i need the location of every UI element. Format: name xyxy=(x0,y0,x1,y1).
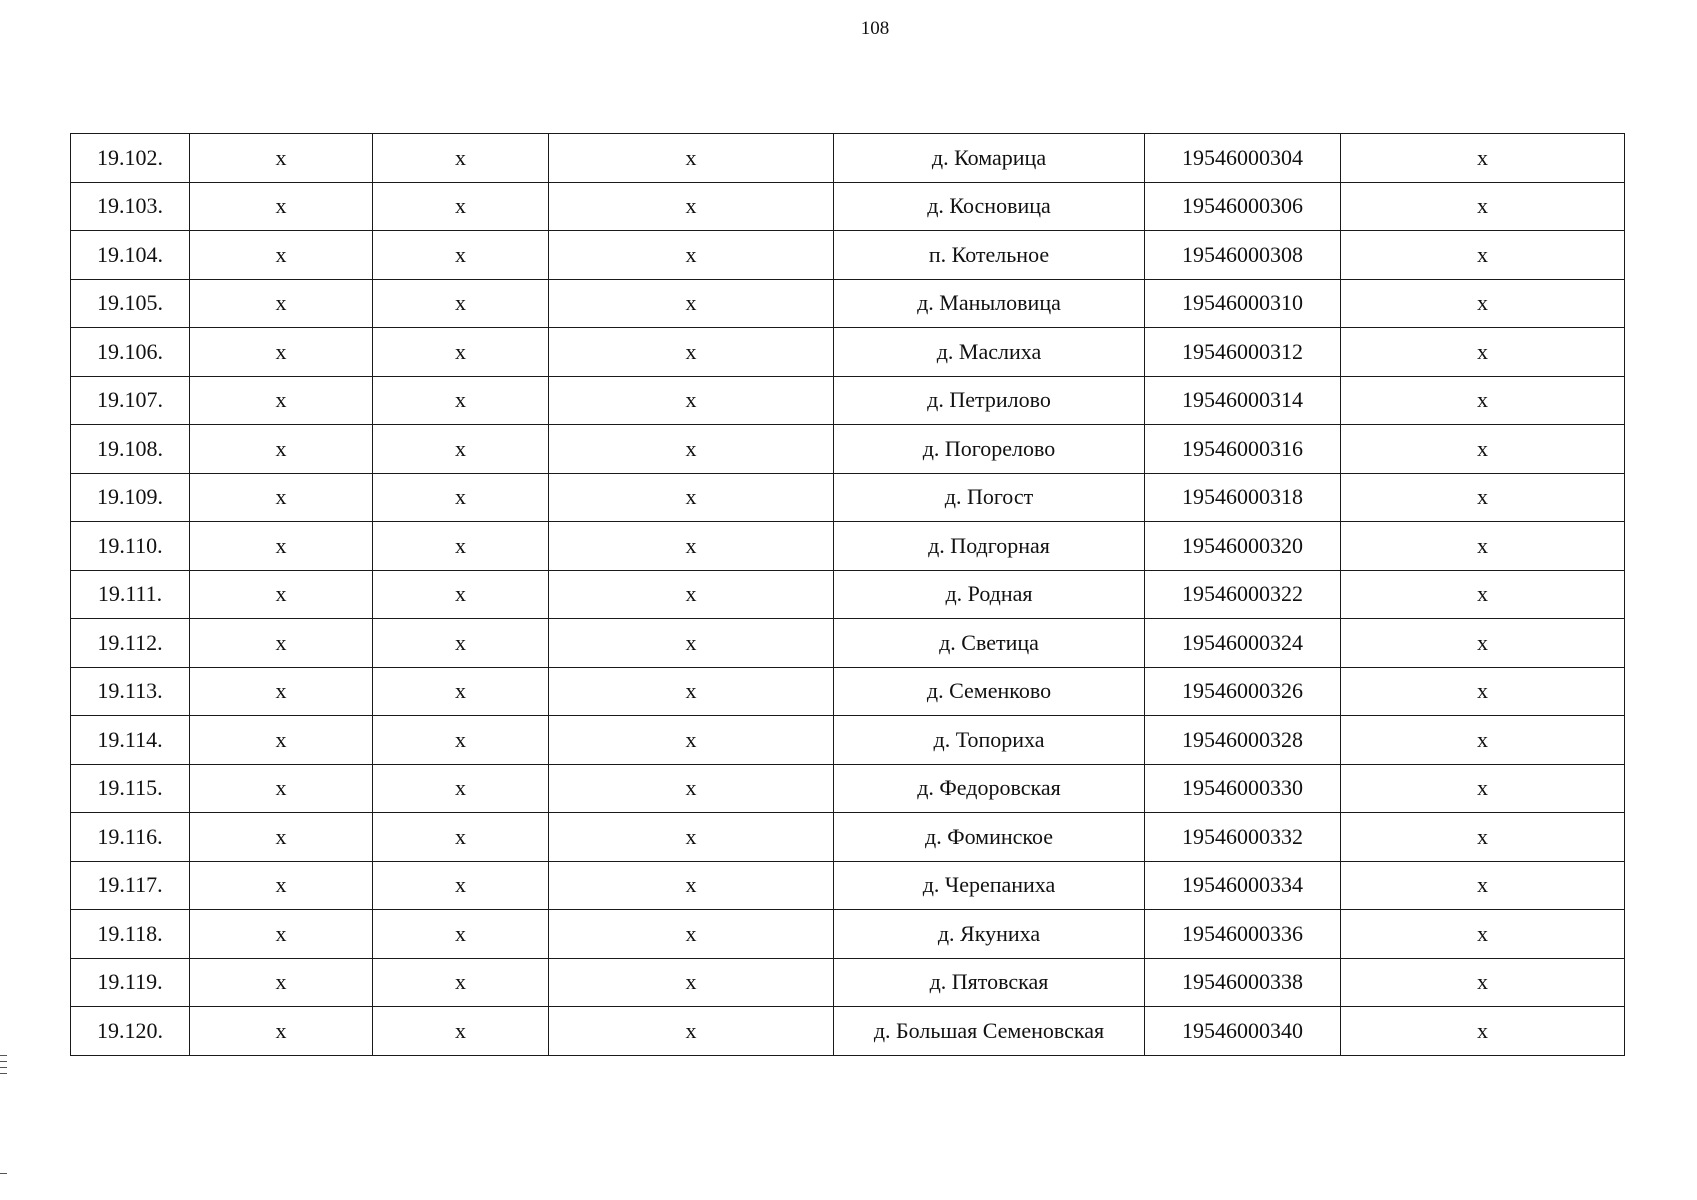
oktmo-code-cell: 19546000320 xyxy=(1145,522,1341,571)
row-number-cell: 19.115. xyxy=(71,764,190,813)
row-number-cell: 19.106. xyxy=(71,328,190,377)
row-number-cell: 19.107. xyxy=(71,376,190,425)
table-row xyxy=(71,473,1625,522)
table-row xyxy=(71,231,1625,280)
oktmo-code-cell: 19546000310 xyxy=(1145,279,1341,328)
x-cell: x xyxy=(1341,134,1625,183)
settlement-name-cell: д. Якуниха xyxy=(834,910,1145,959)
x-cell: x xyxy=(549,182,834,231)
table-row xyxy=(71,813,1625,862)
x-cell: x xyxy=(373,813,549,862)
row-number-cell: 19.102. xyxy=(71,134,190,183)
x-cell: x xyxy=(190,328,373,377)
row-number-cell: 19.117. xyxy=(71,861,190,910)
x-cell: x xyxy=(549,134,834,183)
x-cell: x xyxy=(373,425,549,474)
x-cell: x xyxy=(1341,764,1625,813)
settlements-table xyxy=(70,133,1625,1056)
x-cell: x xyxy=(1341,570,1625,619)
settlement-name-cell: п. Котельное xyxy=(834,231,1145,280)
oktmo-code-cell: 19546000326 xyxy=(1145,667,1341,716)
row-number-cell: 19.119. xyxy=(71,958,190,1007)
oktmo-code-cell: 19546000330 xyxy=(1145,764,1341,813)
settlement-name-cell: д. Комарица xyxy=(834,134,1145,183)
oktmo-code-cell: 19546000328 xyxy=(1145,716,1341,765)
x-cell: x xyxy=(190,279,373,328)
table-row xyxy=(71,1007,1625,1056)
row-number-cell: 19.103. xyxy=(71,182,190,231)
row-number-cell: 19.109. xyxy=(71,473,190,522)
oktmo-code-cell: 19546000324 xyxy=(1145,619,1341,668)
settlement-name-cell: д. Семенково xyxy=(834,667,1145,716)
row-number-cell: 19.112. xyxy=(71,619,190,668)
x-cell: x xyxy=(549,813,834,862)
table-row xyxy=(71,764,1625,813)
x-cell: x xyxy=(1341,813,1625,862)
page-number: 108 xyxy=(860,18,890,39)
scan-edge-mark xyxy=(0,1073,7,1074)
oktmo-code-cell: 19546000314 xyxy=(1145,376,1341,425)
oktmo-code-cell: 19546000332 xyxy=(1145,813,1341,862)
x-cell: x xyxy=(373,473,549,522)
x-cell: x xyxy=(549,570,834,619)
x-cell: x xyxy=(373,619,549,668)
x-cell: x xyxy=(1341,522,1625,571)
oktmo-code-cell: 19546000308 xyxy=(1145,231,1341,280)
settlement-name-cell: д. Большая Семеновская xyxy=(834,1007,1145,1056)
row-number-cell: 19.118. xyxy=(71,910,190,959)
x-cell: x xyxy=(373,764,549,813)
x-cell: x xyxy=(549,910,834,959)
x-cell: x xyxy=(373,182,549,231)
x-cell: x xyxy=(373,861,549,910)
x-cell: x xyxy=(190,861,373,910)
scan-edge-mark xyxy=(0,1055,7,1056)
x-cell: x xyxy=(549,376,834,425)
row-number-cell: 19.114. xyxy=(71,716,190,765)
x-cell: x xyxy=(190,813,373,862)
settlement-name-cell: д. Погорелово xyxy=(834,425,1145,474)
x-cell: x xyxy=(373,958,549,1007)
table-row xyxy=(71,279,1625,328)
settlement-name-cell: д. Косновица xyxy=(834,182,1145,231)
x-cell: x xyxy=(190,231,373,280)
x-cell: x xyxy=(1341,231,1625,280)
x-cell: x xyxy=(373,522,549,571)
x-cell: x xyxy=(549,764,834,813)
x-cell: x xyxy=(373,716,549,765)
settlement-name-cell: д. Подгорная xyxy=(834,522,1145,571)
table-row xyxy=(71,910,1625,959)
x-cell: x xyxy=(1341,1007,1625,1056)
settlement-name-cell: д. Пятовская xyxy=(834,958,1145,1007)
x-cell: x xyxy=(190,910,373,959)
table-row xyxy=(71,376,1625,425)
x-cell: x xyxy=(549,958,834,1007)
x-cell: x xyxy=(190,570,373,619)
x-cell: x xyxy=(190,522,373,571)
row-number-cell: 19.105. xyxy=(71,279,190,328)
table-row xyxy=(71,425,1625,474)
x-cell: x xyxy=(1341,473,1625,522)
scan-edge-mark xyxy=(0,1173,7,1174)
oktmo-code-cell: 19546000340 xyxy=(1145,1007,1341,1056)
x-cell: x xyxy=(373,910,549,959)
x-cell: x xyxy=(549,667,834,716)
settlement-name-cell: д. Топориха xyxy=(834,716,1145,765)
table-body xyxy=(71,134,1625,1056)
x-cell: x xyxy=(1341,716,1625,765)
x-cell: x xyxy=(190,134,373,183)
table-row xyxy=(71,570,1625,619)
x-cell: x xyxy=(373,279,549,328)
x-cell: x xyxy=(190,473,373,522)
settlement-name-cell: д. Фоминское xyxy=(834,813,1145,862)
row-number-cell: 19.108. xyxy=(71,425,190,474)
x-cell: x xyxy=(549,328,834,377)
x-cell: x xyxy=(549,473,834,522)
x-cell: x xyxy=(373,328,549,377)
x-cell: x xyxy=(190,619,373,668)
table-row xyxy=(71,958,1625,1007)
oktmo-code-cell: 19546000318 xyxy=(1145,473,1341,522)
x-cell: x xyxy=(549,279,834,328)
x-cell: x xyxy=(190,958,373,1007)
settlement-name-cell: д. Маныловица xyxy=(834,279,1145,328)
oktmo-code-cell: 19546000334 xyxy=(1145,861,1341,910)
table-row xyxy=(71,522,1625,571)
x-cell: x xyxy=(373,570,549,619)
x-cell: x xyxy=(549,522,834,571)
scan-edge-mark xyxy=(0,1067,7,1068)
x-cell: x xyxy=(190,376,373,425)
table-row xyxy=(71,182,1625,231)
x-cell: x xyxy=(373,1007,549,1056)
settlement-name-cell: д. Маслиха xyxy=(834,328,1145,377)
settlement-name-cell: д. Родная xyxy=(834,570,1145,619)
settlement-name-cell: д. Федоровская xyxy=(834,764,1145,813)
x-cell: x xyxy=(190,716,373,765)
x-cell: x xyxy=(190,667,373,716)
row-number-cell: 19.113. xyxy=(71,667,190,716)
row-number-cell: 19.111. xyxy=(71,570,190,619)
settlement-name-cell: д. Погост xyxy=(834,473,1145,522)
table-row xyxy=(71,328,1625,377)
x-cell: x xyxy=(549,861,834,910)
row-number-cell: 19.104. xyxy=(71,231,190,280)
oktmo-code-cell: 19546000316 xyxy=(1145,425,1341,474)
x-cell: x xyxy=(190,182,373,231)
oktmo-code-cell: 19546000338 xyxy=(1145,958,1341,1007)
x-cell: x xyxy=(1341,958,1625,1007)
x-cell: x xyxy=(1341,279,1625,328)
oktmo-code-cell: 19546000304 xyxy=(1145,134,1341,183)
table-row xyxy=(71,667,1625,716)
x-cell: x xyxy=(549,619,834,668)
x-cell: x xyxy=(549,716,834,765)
x-cell: x xyxy=(190,1007,373,1056)
x-cell: x xyxy=(549,1007,834,1056)
row-number-cell: 19.116. xyxy=(71,813,190,862)
settlement-name-cell: д. Петрилово xyxy=(834,376,1145,425)
oktmo-code-cell: 19546000312 xyxy=(1145,328,1341,377)
x-cell: x xyxy=(373,231,549,280)
table-row xyxy=(71,134,1625,183)
row-number-cell: 19.120. xyxy=(71,1007,190,1056)
settlement-name-cell: д. Светица xyxy=(834,619,1145,668)
x-cell: x xyxy=(1341,619,1625,668)
x-cell: x xyxy=(1341,425,1625,474)
row-number-cell: 19.110. xyxy=(71,522,190,571)
x-cell: x xyxy=(1341,182,1625,231)
x-cell: x xyxy=(549,425,834,474)
x-cell: x xyxy=(1341,376,1625,425)
x-cell: x xyxy=(190,764,373,813)
scan-edge-mark xyxy=(0,1061,7,1062)
x-cell: x xyxy=(373,667,549,716)
x-cell: x xyxy=(1341,861,1625,910)
x-cell: x xyxy=(373,134,549,183)
oktmo-code-cell: 19546000336 xyxy=(1145,910,1341,959)
x-cell: x xyxy=(1341,667,1625,716)
x-cell: x xyxy=(190,425,373,474)
oktmo-code-cell: 19546000322 xyxy=(1145,570,1341,619)
x-cell: x xyxy=(1341,910,1625,959)
x-cell: x xyxy=(373,376,549,425)
oktmo-code-cell: 19546000306 xyxy=(1145,182,1341,231)
settlement-name-cell: д. Черепаниха xyxy=(834,861,1145,910)
x-cell: x xyxy=(1341,328,1625,377)
table-row xyxy=(71,861,1625,910)
x-cell: x xyxy=(549,231,834,280)
table-row xyxy=(71,716,1625,765)
table-row xyxy=(71,619,1625,668)
